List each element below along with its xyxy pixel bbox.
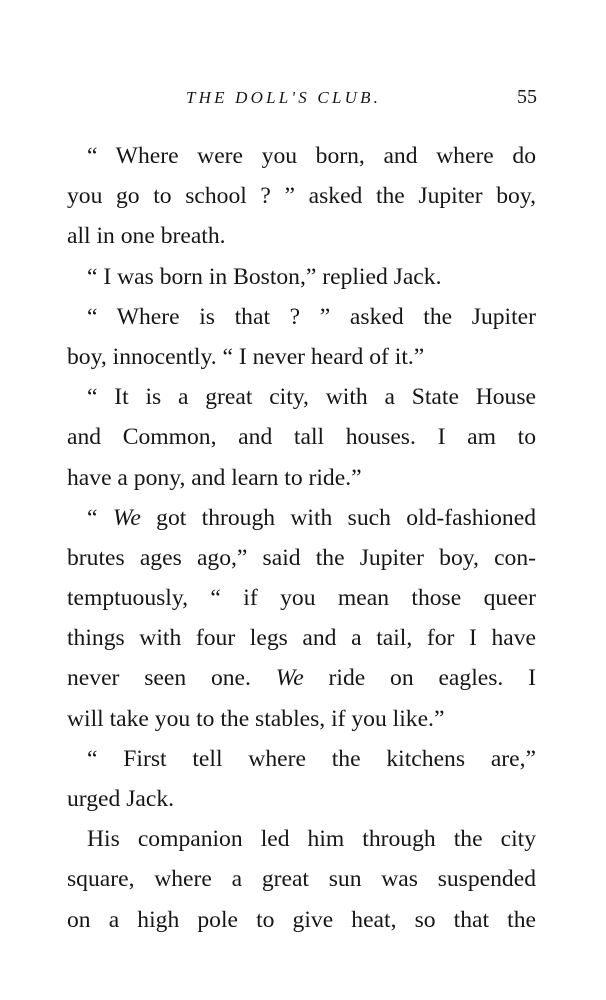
paragraph	[67, 498, 536, 739]
text-line: temptuously, “ if you mean those queer	[67, 585, 536, 612]
text-line: square, where a great sun was suspended	[67, 866, 536, 893]
text-line: you go to school ? ” asked the Jupiter boy,	[67, 183, 536, 210]
text-line: “ Where were you born, and where do	[87, 143, 536, 169]
paragraph	[67, 377, 536, 498]
text-line: things with four legs and a tail, for I have	[67, 625, 536, 652]
text-line: His companion led him through the city	[87, 826, 536, 853]
text-line: will take you to the stables, if you like.”	[67, 705, 445, 732]
paragraph	[67, 136, 536, 257]
running-title: THE DOLL'S CLUB.	[186, 88, 382, 107]
text-line: “ I was born in Boston,” replied Jack.	[87, 263, 442, 290]
text-line: “ Where is that ? ” asked the Jupiter	[87, 303, 536, 330]
text-line: “ First tell where the kitchens are,”	[87, 745, 536, 772]
paragraph	[67, 739, 536, 819]
text-line: boy, innocently. “ I never heard of it.”	[67, 343, 425, 370]
text-line: have a pony, and learn to ride.”	[67, 464, 362, 491]
text-line: all in one breath.	[67, 223, 226, 250]
text-line: on a high pole to give heat, so that the	[67, 906, 536, 933]
body-text	[67, 136, 536, 940]
text-line: urged Jack.	[67, 786, 175, 812]
page-number: 55	[517, 86, 537, 108]
paragraph	[67, 819, 536, 940]
text-line: and Common, and tall houses. I am to	[67, 424, 536, 451]
text-line: “ It is a great city, with a State House	[87, 384, 536, 411]
text-line: brutes ages ago,” said the Jupiter boy, con-	[67, 544, 536, 571]
paragraph	[67, 297, 536, 377]
text-line: never seen one. We ride on eagles. I	[67, 665, 536, 692]
paragraph	[67, 257, 536, 297]
text-line: “ We got through with such old-fashioned	[87, 504, 536, 531]
